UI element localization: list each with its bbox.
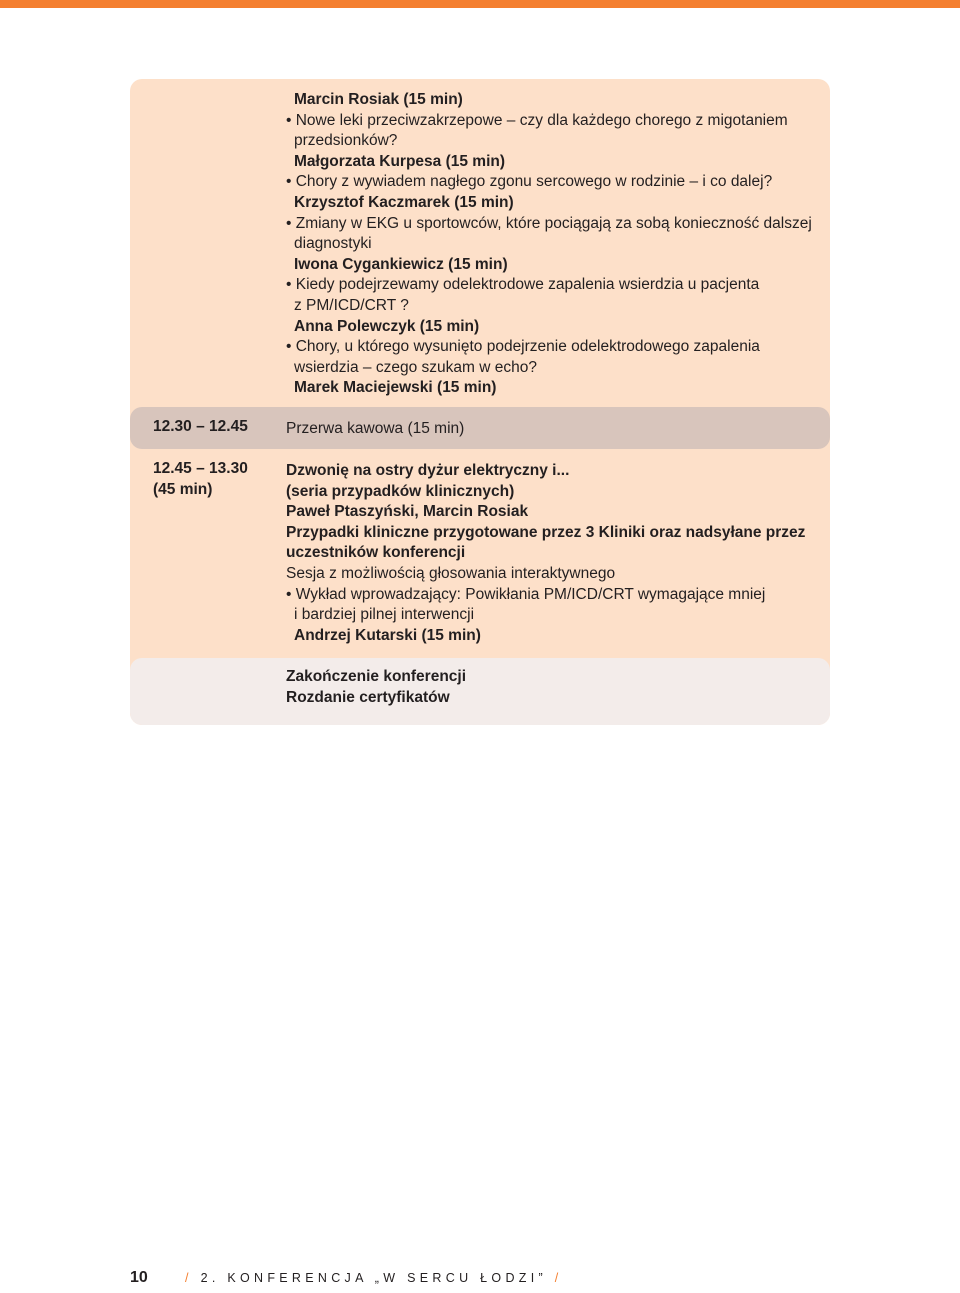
break-label: Przerwa kawowa (15 min)	[286, 420, 465, 437]
topic-line: • Chory z wywiadem nagłego zgonu sercowego w rodzinie – i co dalej?	[286, 173, 773, 191]
session-2-title: Dzwonię na ostry dyżur elektryczny i...	[286, 462, 570, 479]
topic-continuation-line: diagnostyki	[294, 235, 372, 253]
topic-line: • Chory, u którego wysunięto podejrzenie odelektrodowego zapalenia	[286, 338, 760, 356]
speaker-line: Marcin Rosiak (15 min)	[294, 91, 463, 108]
session-2-duration: (45 min)	[153, 481, 213, 498]
topic-line: • Nowe leki przeciwzakrzepowe – czy dla każdego chorego z migotaniem	[286, 111, 788, 129]
session-2-lecture-line-2: i bardziej pilnej interwencji	[294, 606, 475, 623]
topic-continuation-line: wsierdzia – czego szukam w echo?	[294, 358, 537, 376]
speaker-line: Iwona Cygankiewicz (15 min)	[294, 255, 508, 273]
session-2-description-line-1: Przypadki kliniczne przygotowane przez 3 Kliniki oraz nadsyłane przez	[286, 524, 806, 541]
session-2-subtitle: (seria przypadków klinicznych)	[286, 483, 515, 500]
session-2-chairs: Paweł Ptaszyński, Marcin Rosiak	[286, 503, 529, 520]
closing-row	[130, 658, 830, 725]
session-2-lecture-line-1: • Wykład wprowadzający: Powikłania PM/ICD/CRT wymagające mniej	[286, 586, 766, 603]
footer-slash-right: /	[554, 1271, 563, 1285]
speaker-line: Krzysztof Kaczmarek (15 min)	[294, 194, 514, 211]
session-2-description-line-2: uczestników konferencji	[286, 544, 466, 561]
speaker-line: Małgorzata Kurpesa (15 min)	[294, 152, 506, 170]
topic-continuation-line: przedsionków?	[294, 132, 398, 150]
footer-title: 2. KONFERENCJA „W SERCU ŁODZI”	[200, 1271, 547, 1285]
break-time: 12.30 – 12.45	[153, 418, 248, 435]
speaker-line: Marek Maciejewski (15 min)	[294, 379, 497, 397]
topic-line: • Zmiany w EKG u sportowców, które pociągają za sobą konieczność dalszej	[286, 214, 812, 232]
session-2-speaker: Andrzej Kutarski (15 min)	[294, 627, 481, 644]
topic-line: • Kiedy podejrzewamy odelektrodowe zapalenia wsierdzia u pacjenta	[286, 276, 760, 294]
closing-line-2: Rozdanie certyfikatów	[286, 689, 450, 706]
page-number: 10	[130, 1269, 148, 1286]
session-2-voting-note: Sesja z możliwością głosowania interaktywnego	[286, 565, 616, 582]
topic-continuation-line: z PM/ICD/CRT ?	[294, 297, 409, 314]
top-accent-bar	[0, 0, 960, 8]
running-footer	[185, 1271, 563, 1285]
closing-line-1: Zakończenie konferencji	[286, 668, 467, 685]
speaker-line: Anna Polewczyk (15 min)	[294, 317, 480, 335]
session-2-time: 12.45 – 13.30	[153, 460, 248, 477]
footer-slash-left: /	[185, 1271, 193, 1285]
